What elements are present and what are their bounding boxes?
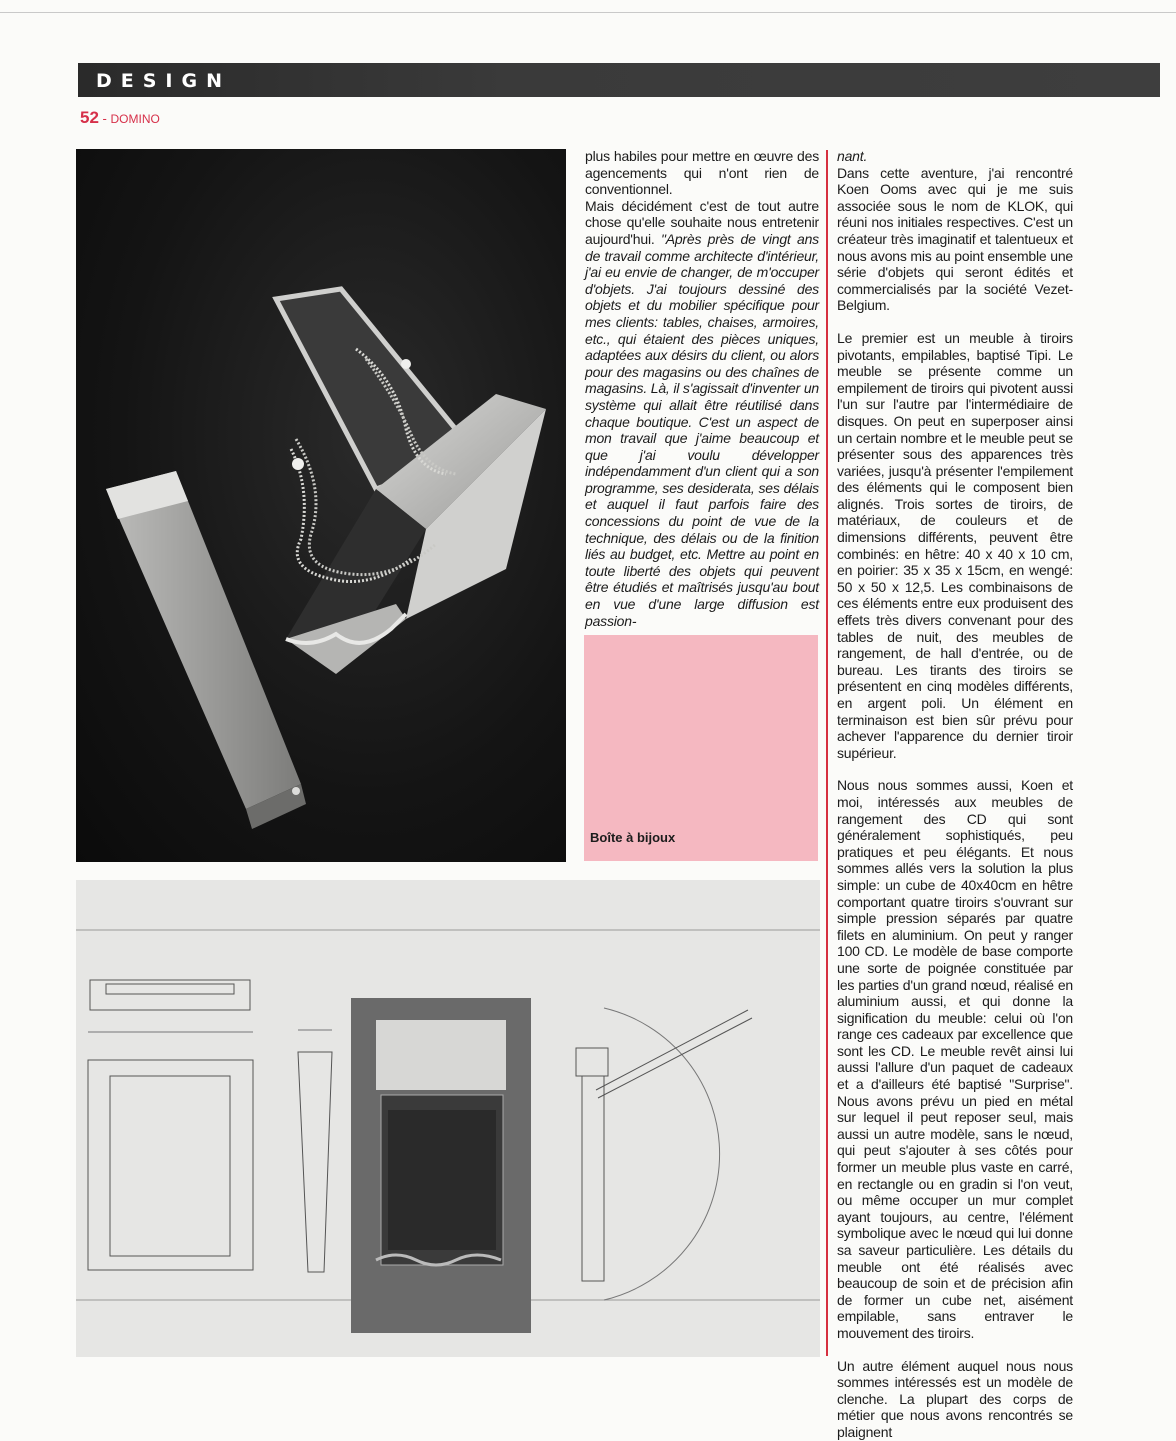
col2-paragraph-2: Dans cette aventure, j'ai rencontré Koen Ooms avec qui je me suis associée sous le nom de KLOK, qui réuni nos initiales respectives. C'est un créateur très imaginatif et talentueux et nous avons mis au point ensemble une série d'objets qui seront édités et commercialisés par la société Vezet-Belgium.	[837, 164, 1073, 314]
caption-box	[584, 635, 818, 861]
col2-paragraph-4: Nous nous sommes aussi, Koen et moi, intéressés aux meubles de rangement des CD qui sont généralement sophistiqués, peu pratiques et peu élégants. Et nous sommes allés vers la solution la plus simple: un cube de 40x40cm en hêtre comportant quatre tiroirs s'ouvrant sur simple pression séparés par quatre filets en aluminium. On peut y ranger 100 CD. Le modèle de base comporte une sorte de poignée constituée par les parties d'un grand nœud, réalisé en aluminium aussi, et qui donne la signification du meuble: celui où l'on range ces cadeaux par excellence que sont les CD. Le meuble revêt ainsi lui aussi l'allure d'un paquet de cadeaux et a d'ailleurs été baptisé "Surprise". Nous avons prévu un pied en métal sur lequel il peut reposer seul, mais aussi un autre modèle, sans le nœud, qui peut s'ajouter à ses côtés pour former un meuble plus vaste en carré, en rectangle ou en gradin si l'on veut, ou même occuper un mur complet ayant toujours, au centre, l'élément symbolique avec le nœud qui lui donne sa saveur particulière. Les détails du meuble ont été réalisés avec beaucoup de soin et de précision afin de former un cube net, aisément empilable, sans entraver le mouvement des tiroirs.	[837, 777, 1073, 1341]
folio	[80, 108, 160, 128]
photo-caption: Boîte à bijoux	[590, 830, 676, 845]
article-column-2	[837, 148, 1073, 1441]
magazine-name: DOMINO	[110, 112, 160, 126]
col1-paragraph-2-intro: Mais décidément c'est de tout autre chose qu'elle souhaite nous entretenir aujourd'hui.	[585, 197, 819, 247]
col1-paragraph-2	[585, 198, 819, 629]
page-number: 52	[80, 108, 99, 127]
article-column-1	[585, 148, 819, 629]
jewelry-box-illustration	[76, 149, 566, 862]
column-divider	[826, 150, 828, 1356]
section-header-bar	[78, 63, 1160, 97]
col2-paragraph-5: Un autre élément auquel nous nous sommes intéressés est un modèle de clenche. La plupart des corps de métier que nous avons rencontrés se plaignent	[837, 1357, 1073, 1440]
section-label: DESIGN	[96, 70, 232, 92]
col1-paragraph-2-quote: "Après près de vingt ans de travail comme architecte d'intérieur, j'ai eu envie de changer, de m'occuper d'objets. J'ai toujours dessiné des objets et du mobilier spécifique pour mes clients: tables, chaises, armoires, etc., qui étaient des pièces uniques, adaptées aux désirs du client, ou alors pour des magasins ou des chaînes de magasins. Là, il s'agissait d'inventer un système qui allait être réutilisé dans chaque boutique. C'est un aspect de mon travail que j'aime beaucoup et que j'ai voulu développer indépendamment d'un client qui a son programme, ses desiderata, ses délais et auquel il faut parfois faire des concessions du point de vue de la technique, des délais ou de la finition liés au budget, etc. Mettre au point en toute liberté des objets qui peuvent être étudiés et maîtrisés jusqu'au bout en vue d'une large diffusion est passion-	[585, 230, 819, 629]
col1-paragraph-1: plus habiles pour mettre en œuvre des agencements qui n'ont rien de conventionnel.	[585, 148, 819, 198]
folio-separator: -	[102, 111, 107, 126]
jewelry-box-photo	[76, 149, 566, 862]
col2-paragraph-3: Le premier est un meuble à tiroirs pivotants, empilables, baptisé Tipi. Le meuble se présente comme un empilement de tiroirs qui pivotent aussi l'un sur l'autre par l'intermédiaire de disques. On peut en superposer ainsi un certain nombre et le meuble peut se présenter sous des apparences très variées, jusqu'à présenter l'empilement des éléments qui le composent bien alignés. Trois sortes de tiroirs, de matériaux, de couleurs et de dimensions différents, peuvent être combinés: en hêtre: 40 x 40 x 10 cm, en poirier: 35 x 35 x 15cm, en wengé: 50 x 50 x 12,5. Les combinaisons de ces éléments entre eux produisent des effets très divers convenant pour des tables de nuit, des meubles de rangement, de hall d'entrée, ou de bureau. Les tirants des tiroirs se présentent en cinq modèles différents, en argent poli. Un élément en terminaison est bien sûr prévu pour achever l'apparence du dernier tiroir supérieur.	[837, 329, 1073, 761]
col2-paragraph-1: nant.	[837, 148, 868, 164]
technical-drawing	[76, 880, 820, 1357]
cd-cabinet-drawing	[76, 880, 820, 1357]
top-rule	[0, 12, 1176, 13]
